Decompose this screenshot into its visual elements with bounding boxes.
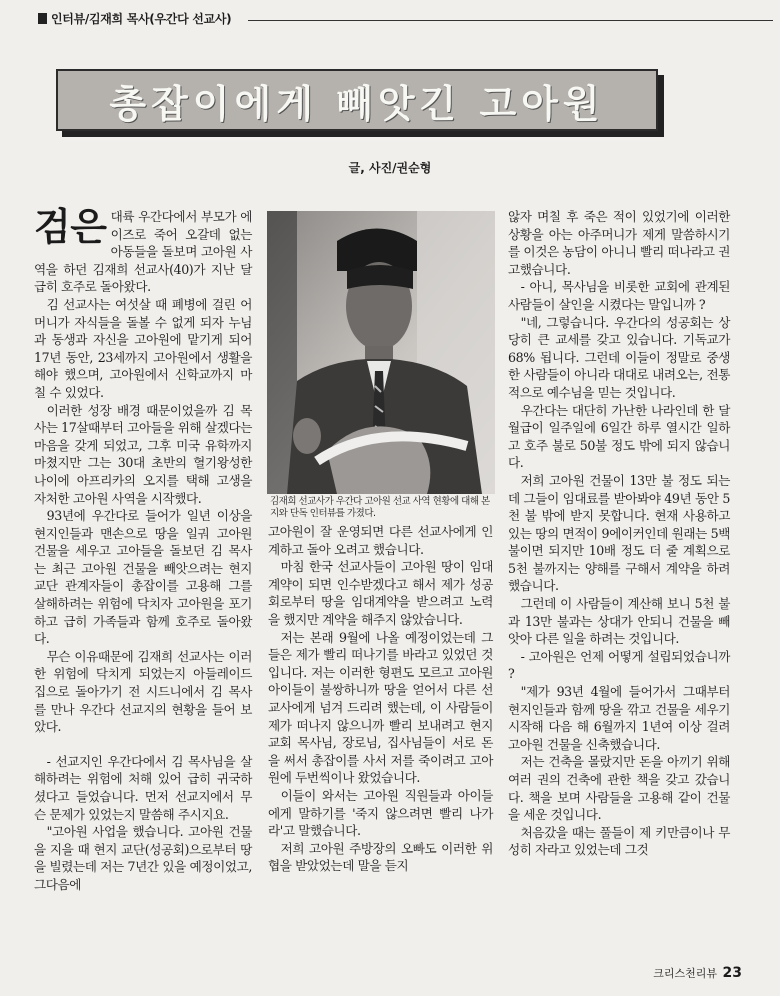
paragraph: 저희 고아원 주방장의 오빠도 이러한 위협을 받았었는데 말을 듣지: [268, 840, 493, 874]
paragraph: 저는 본래 9월에 나올 예정이었는데 그들은 제가 빨리 떠나기를 바라고 있었던 것입니다. 저는 이러한 형편도 모르고 고아원 아이들이 불쌍하니까 땅을 얻어서 다른 선교사에게 넘겨 드리려 했는데, 이 사람들이 제가 떠나지 않으니까 빨리 보내려고 현지 교회 목사님, 장로님, 집사님들이 서로 돈을 써서 총잡이를 사서 저를 죽이려고 고아원에 두번씩이나 왔었습니다.: [268, 629, 493, 786]
paragraph: 마침 한국 선교사들이 고아원 땅이 임대계약이 되면 인수받겠다고 해서 제가 성공회로부터 땅을 임대계약을 받으려고 노력을 했지만 계약을 해주지 않았습니다.: [268, 559, 493, 627]
question: - 아니, 목사님을 비롯한 교회에 관계된 사람들이 살인을 시켰다는 말입니까 ?: [508, 279, 730, 312]
interview-photo: [267, 211, 495, 494]
body-column-3: [508, 208, 730, 859]
paragraph: "제가 93년 4월에 들어가서 그때부터 현지인들과 함께 땅을 깎고 건물을 세우기 시작해 다음 해 6월까지 1년여 이상 걸려 고아원 건물을 신축했습니다.: [508, 684, 730, 752]
paragraph: "고아원 사업을 했습니다. 고아원 건물을 지을 때 현지 교단(성공회)으로부터 땅을 빌렸는데 저는 7년간 있을 예정이었고, 그다음에: [34, 824, 252, 892]
magazine-name: 크리스천리뷰: [653, 967, 718, 980]
photo-caption: 김재희 선교사가 우간다 고아원 선교 사역 현황에 대해 본지와 단독 인터뷰를 가졌다.: [270, 496, 490, 519]
paragraph: 이러한 성장 배경 때문이었을까 김 목사는 17살때부터 고아들을 위해 살겠다는 마음을 갖게 되었고, 그후 미국 유학까지 마쳤지만 그는 30대 초반의 혈기왕성한 나이에 아프리카의 오지를 택해 고생을 자처한 고아원 사역을 시작했다.: [34, 402, 252, 506]
paragraph: 93년에 우간다로 들어가 일년 이상을 현지인들과 맨손으로 땅을 일궈 고아원 건물을 세우고 고아들을 돌보던 김 목사는 최근 고아원 건물을 빼앗으려는 현지 교단 관계자들이 총잡이를 고용해 그를 살해하려는 위험에 닥치자 고아원을 포기하고 급히 가족들과 함께 호주로 돌아왔다.: [34, 508, 252, 647]
title-banner: [56, 69, 658, 131]
paragraph: 대륙 우간다에서 부모가 에이즈로 죽어 오갈데 없는 아동들을 돌보며 고아원 사역을 하던 김재희 선교사(40)가 지난 달 급히 호주로 돌아왔다.: [34, 209, 252, 295]
interview-photo-image: [267, 211, 495, 494]
paragraph-spacer: [34, 736, 252, 753]
header-rule: [248, 20, 773, 21]
paragraph: 무슨 이유때문에 김재희 선교사는 이러한 위험에 닥치게 되었는지 아들레이드 집으로 돌아가기 전 시드니에서 김 목사를 만나 우간다 선교지의 현황을 들어 보았다.: [34, 648, 252, 735]
body-column-1: [34, 205, 252, 894]
body-column-2: [268, 523, 493, 875]
paragraph: 우간다는 대단히 가난한 나라인데 한 달 월급이 일주일에 6일간 하루 열시간 일하고 호주 불로 50불 정도 밖에 되지 않습니다.: [508, 402, 730, 471]
paragraph: 그런데 이 사람들이 계산해 보니 5천 불과 13만 불과는 상대가 안되니 건물을 빼앗아 다른 일을 하려는 것입니다.: [508, 596, 730, 647]
byline: 글, 사진/권순형: [348, 161, 432, 175]
page-footer: [653, 965, 742, 981]
paragraph: "네, 그렇습니다. 우간다의 성공회는 상당히 큰 교세를 갖고 있습니다. 기독교가 68% 됩니다. 그런데 이들이 정말로 중생한 사람들이 아니라 대대로 내려오는, 전통적으로 예수님을 믿는 것입니다.: [508, 314, 730, 400]
paragraph: 처음갔을 때는 풀들이 제 키만큼이나 무성히 자라고 있었는데 그것: [508, 824, 730, 858]
paragraph: 저희 고아원 건물이 13만 불 정도 되는데 그들이 임대료를 받아봐야 49년 동안 5천 불 밖에 받지 못합니다. 현재 사용하고 있는 땅의 면적이 9에이커인데 원래는 5백불이면 되지만 10배 정도 더 줄 계획으로 5천 불까지는 양해를 구해서 계약을 하려 했습니다.: [508, 472, 730, 594]
paragraph: 고아원이 잘 운영되면 다른 선교사에게 인계하고 돌아 오려고 했습니다.: [268, 524, 493, 557]
article-title: 총잡이에게 빼앗긴 고아원: [109, 81, 605, 126]
paragraph: 않자 며칠 후 죽은 적이 있었기에 이러한 상황을 아는 아주머니가 제게 말씀하시기를 이것은 농담이 아니니 빨리 떠나라고 권고했습니다.: [508, 209, 730, 277]
question: - 고아원은 언제 어떻게 설립되었습니까 ?: [508, 648, 730, 682]
section-marker-icon: [38, 13, 47, 24]
section-label: 인터뷰/김재희 목사(우간다 선교사): [51, 12, 232, 26]
question: - 선교지인 우간다에서 김 목사님을 살해하려는 위험에 처해 있어 급히 귀국하셨다고 들었습니다. 먼저 선교지에서 무슨 문제가 있었는지 말씀해 주시지요.: [34, 753, 252, 822]
paragraph: 김 선교사는 여섯살 때 폐병에 걸린 어머니가 자식들을 돌볼 수 없게 되자 누님과 동생과 자신을 고아원에 맡기게 되어 17년 동안, 23세까지 고아원에서 생활을 해야 했으며, 고아원에서 신학교까지 마칠 수 있었다.: [34, 296, 252, 400]
paragraph: 이들이 와서는 고아원 직원들과 아이들에게 말하기를 '죽지 않으려면 빨리 나가라'고 말했습니다.: [268, 787, 493, 839]
drop-cap: 검은: [34, 205, 107, 249]
page-number: 23: [722, 965, 742, 981]
section-header: [38, 8, 773, 30]
paragraph: 저는 건축을 몰랐지만 돈을 아끼기 위해 여러 권의 건축에 관한 책을 갖고 갔습니다. 책을 보며 사람들을 고용해 같이 건물을 세운 것입니다.: [508, 754, 730, 823]
